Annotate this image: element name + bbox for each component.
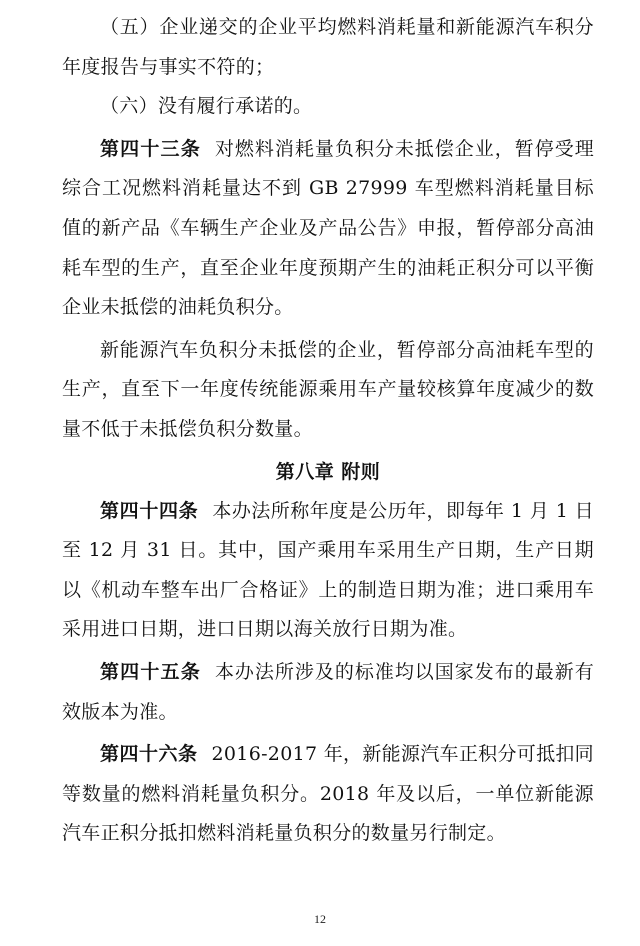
article-45-paragraph — [62, 653, 594, 732]
article-45-text: 本办法所涉及的标准均以国家发布的最新有效版本为准。 — [62, 660, 594, 723]
page-number: 12 — [314, 912, 326, 926]
article-44-paragraph — [62, 492, 594, 650]
chapter-8-heading: 第八章 附则 — [275, 460, 381, 483]
article-44-text: 本办法所称年度是公历年，即每年 1 月 1 日至 12 月 31 日。其中，国产乘用车采用生产日期，生产日期以《机动车整车出厂合格证》上的制造日期为准；进口乘用车采用进口日期，进口日期以海关放行日期为准。 — [62, 499, 594, 641]
article-46-label: 第四十六条 — [100, 743, 198, 766]
article-46-text: 2016-2017 年，新能源汽车正积分可抵扣同等数量的燃料消耗量负积分。2018 年及以后，一单位新能源汽车正积分抵扣燃料消耗量负积分的数量另行制定。 — [62, 743, 594, 845]
article-46-paragraph — [62, 735, 594, 854]
article-43-paragraph-2: 新能源汽车负积分未抵偿的企业，暂停部分高油耗车型的生产，直至下一年度传统能源乘用车产量较核算年度减少的数量不低于未抵偿负积分数量。 — [62, 338, 594, 440]
article-43-text: 对燃料消耗量负积分未抵偿企业，暂停受理综合工况燃料消耗量达不到 GB 27999 车型燃料消耗量目标值的新产品《车辆生产企业及产品公告》申报，暂停部分高油耗车型的生产，直至企业年度预期产生的油耗正积分可以平衡企业未抵偿的油耗负积分。 — [62, 137, 594, 319]
article-44-label: 第四十四条 — [100, 499, 199, 522]
article-45-label: 第四十五条 — [100, 660, 201, 683]
article-43-label: 第四十三条 — [100, 137, 201, 160]
item-6-paragraph: （六）没有履行承诺的。 — [100, 95, 313, 118]
document-page — [62, 8, 594, 854]
article-43-paragraph — [62, 130, 594, 328]
item-5-paragraph: （五）企业递交的企业平均燃料消耗量和新能源汽车积分年度报告与事实不符的； — [62, 16, 594, 78]
